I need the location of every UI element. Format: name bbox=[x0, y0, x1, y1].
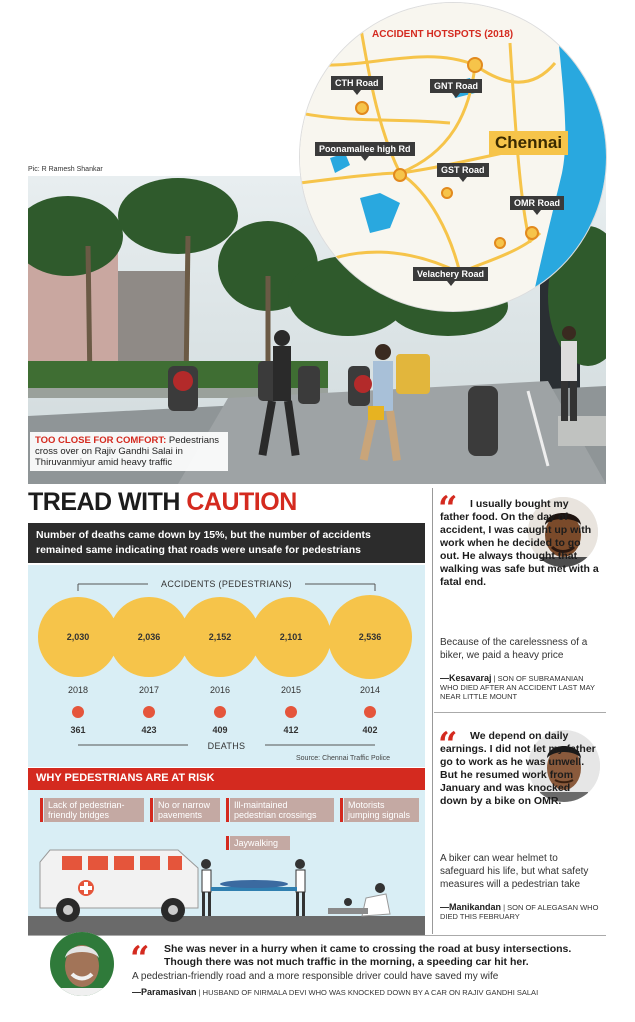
quote2-name: —Manikandan bbox=[440, 902, 502, 912]
paramasivan-avatar bbox=[50, 932, 114, 996]
risk-header: WHY PEDESTRIANS ARE AT RISK bbox=[28, 768, 425, 790]
year-label: 2018 bbox=[67, 685, 89, 695]
quote1-attribution: —Kesavaraj | SON OF SUBRAMANIAN WHO DIED AFTER AN ACCIDENT LAST MAY NEAR LITTLE MOUNT bbox=[440, 673, 595, 701]
quote2-attribution: —Manikandan | SON OF ALEGASAN WHO DIED THIS FEBRUARY bbox=[440, 902, 599, 921]
headline-part1: TREAD WITH bbox=[28, 488, 187, 516]
deaths-label bbox=[28, 741, 425, 751]
caption-label: TOO CLOSE FOR COMFORT: bbox=[35, 435, 167, 446]
map-label-gst: GST Road bbox=[437, 163, 489, 177]
accident-bubble: 2,152 bbox=[180, 597, 260, 677]
caption-text: Pedestrians cross over on Rajiv Gandhi Salai in Thiruvanmiyur amid heavy traffic bbox=[35, 435, 220, 468]
photo-caption bbox=[30, 432, 228, 471]
quote3-mark-icon: “ bbox=[130, 939, 150, 979]
year-label: 2014 bbox=[359, 685, 381, 695]
risk-item-crossings: Ill-maintained pedestrian crossings bbox=[230, 798, 334, 822]
year-label: 2017 bbox=[138, 685, 160, 695]
year-label: 2016 bbox=[209, 685, 231, 695]
photo-credit: Pic: R Ramesh Shankar bbox=[28, 166, 103, 173]
accident-bubble: 2,030 bbox=[38, 597, 117, 676]
stats-chart bbox=[28, 565, 425, 767]
quote1-text: Because of the carelessness of a biker, we paid a heavy price bbox=[440, 637, 588, 661]
bottom-quote bbox=[28, 936, 606, 1014]
death-value: 402 bbox=[362, 725, 378, 735]
quote1-desc: SON OF SUBRAMANIAN WHO DIED AFTER AN ACCIDENT LAST MAY NEAR LITTLE MOUNT bbox=[440, 674, 595, 701]
quote2-desc: SON OF ALEGASAN WHO DIED THIS FEBRUARY bbox=[440, 903, 599, 921]
death-dot bbox=[143, 706, 155, 718]
map-label-poonamallee: Poonamallee high Rd bbox=[315, 142, 415, 156]
quote3-text: A pedestrian-friendly road and a more responsible driver could have saved my wife bbox=[132, 971, 499, 982]
deaths-label-text: DEATHS bbox=[204, 741, 250, 751]
death-value: 412 bbox=[283, 725, 299, 735]
accident-bubble: 2,036 bbox=[109, 597, 188, 676]
quote3-name: —Paramasivan bbox=[132, 987, 197, 997]
quote2-text: A biker can wear helmet to safeguard his life, but what safety measures will a pedestrian take bbox=[440, 853, 589, 890]
quote3-desc: HUSBAND OF NIRMALA DEVI WHO WAS KNOCKED DOWN BY A CAR ON RAJIV GANDHI SALAI bbox=[202, 988, 539, 997]
headline-part2: CAUTION bbox=[186, 488, 297, 516]
risk-item-pavements: No or narrow pavements bbox=[154, 798, 220, 822]
risk-item-signals: Motorists jumping signals bbox=[344, 798, 419, 822]
death-dot bbox=[72, 706, 84, 718]
accident-bubble: 2,101 bbox=[251, 597, 331, 677]
map-label-omr: OMR Road bbox=[510, 196, 564, 210]
quote-divider bbox=[434, 712, 606, 713]
death-value: 409 bbox=[212, 725, 228, 735]
headline-subtitle: Number of deaths came down by 15%, but the number of accidents remained same indicating that roads were unsafe for pedestrians bbox=[28, 523, 425, 563]
death-dot bbox=[214, 706, 226, 718]
map-title: ACCIDENT HOTSPOTS (2018) bbox=[372, 29, 514, 40]
death-value: 361 bbox=[70, 725, 86, 735]
risk-item-jaywalking: Jaywalking bbox=[230, 836, 290, 850]
quote2-bold: We depend on daily earnings. I did not let my father go to work as he was unwell. But he resumed work from January and was knocked down by a bike on OMR. bbox=[440, 730, 596, 807]
accident-bubble: 2,536 bbox=[328, 595, 412, 679]
column-divider bbox=[432, 488, 433, 934]
death-value: 423 bbox=[141, 725, 157, 735]
risk-item-bridges: Lack of pedestrian-friendly bridges bbox=[44, 798, 144, 822]
map-label-velachery: Velachery Road bbox=[413, 267, 488, 281]
map-label-cth: CTH Road bbox=[331, 76, 383, 90]
chart-source: Source: Chennai Traffic Police bbox=[296, 755, 391, 762]
death-dot bbox=[285, 706, 297, 718]
headline bbox=[28, 488, 297, 517]
quote1-bold: I usually bought my father food. On the day of accident, I was caught up with work when he decided to go out. He always thought that walking was safe but met with a fatal end. bbox=[440, 498, 599, 588]
quote2-mark-icon: “ bbox=[438, 725, 458, 765]
year-label: 2015 bbox=[280, 685, 302, 695]
death-dot bbox=[364, 706, 376, 718]
risk-panel bbox=[28, 790, 425, 936]
hotspot-map bbox=[300, 3, 606, 311]
quote3-bold: She was never in a hurry when it came to crossing the road at busy intersections. Though there was not much traffic in the morning, a speeding car hit her. bbox=[164, 943, 572, 968]
quote1-mark-icon: “ bbox=[438, 489, 458, 529]
accidents-label bbox=[28, 579, 425, 589]
map-label-gnt: GNT Road bbox=[430, 79, 482, 93]
map-city-label: Chennai bbox=[489, 131, 568, 155]
quote3-attribution: —Paramasivan | HUSBAND OF NIRMALA DEVI WHO WAS KNOCKED DOWN BY A CAR ON RAJIV GANDHI SALAI bbox=[132, 987, 539, 997]
quote1-name: —Kesavaraj bbox=[440, 673, 492, 683]
accidents-label-text: ACCIDENTS (PEDESTRIANS) bbox=[157, 579, 296, 589]
ambulance-icon bbox=[40, 850, 198, 922]
